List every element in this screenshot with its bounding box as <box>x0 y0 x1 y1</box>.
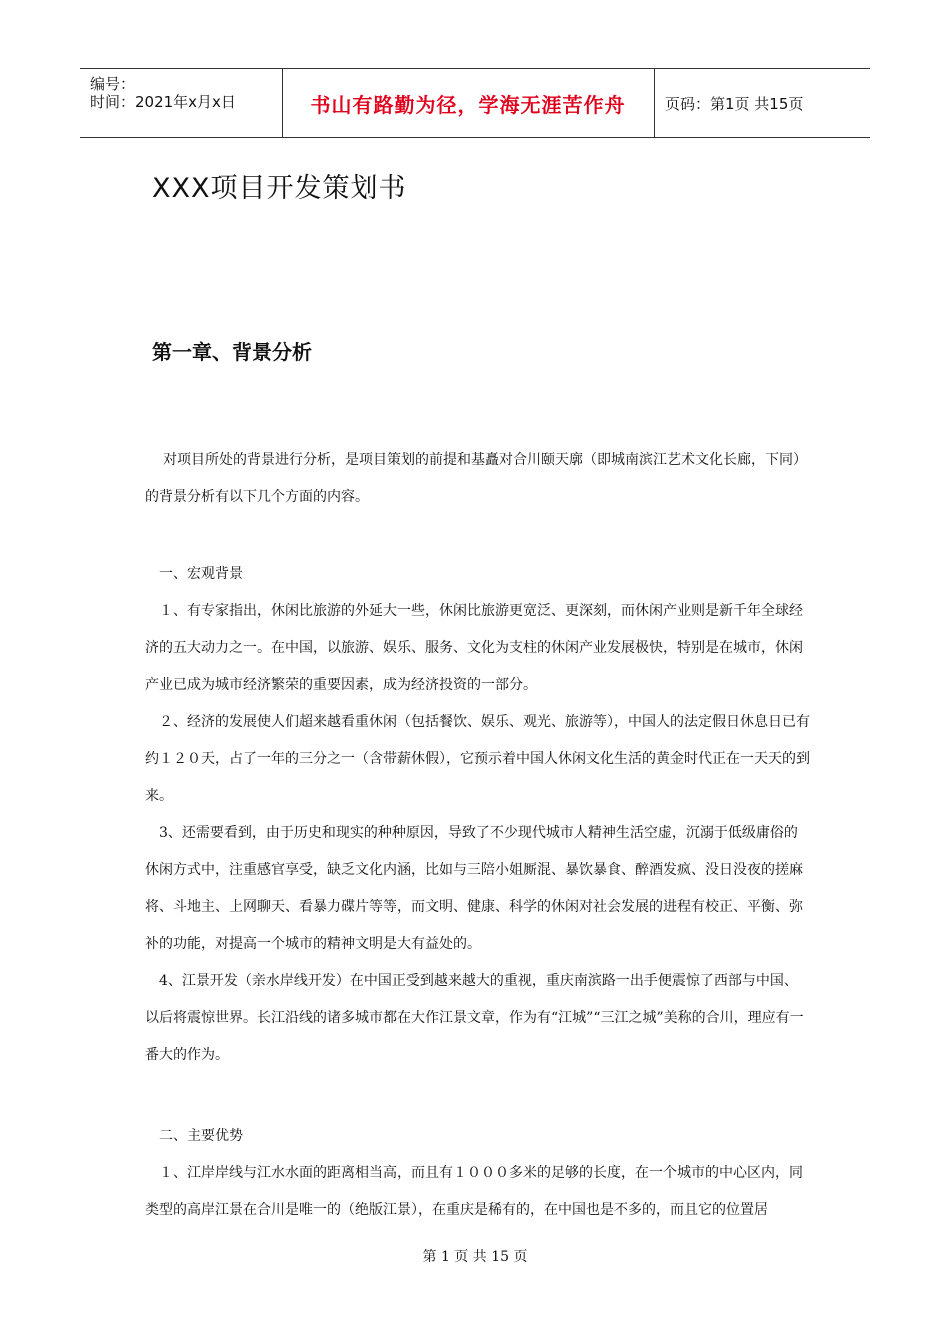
section-macro-background <box>145 556 810 1074</box>
header-table <box>80 68 870 138</box>
header-page-info: 页码：第1页 共15页 <box>665 94 804 113</box>
document-title: XXX项目开发策划书 <box>152 173 407 204</box>
section-heading: 二、主要优势 <box>159 1128 243 1144</box>
header-motto: 书山有路勤为径，学海无涯苦作舟 <box>310 92 626 117</box>
header-left-cell <box>80 69 283 137</box>
paragraph: ２、经济的发展使人们超来越看重休闲（包括餐饮、娱乐、观光、旅游等），中国人的法定假日休息日已有约１２０天，占了一年的三分之一（含带薪休假），它预示着中国人休闲文化生活的黄金时代正在一天天的到来。 <box>145 714 810 804</box>
paragraph: 4、江景开发（亲水岸线开发）在中国正受到越来越大的重视，重庆南滨路一出手便震惊了西部与中国、以后将震惊世界。长江沿线的诸多城市都在大作江景文章，作为有“江城”“三江之城”美称的合川，理应有一番大的作为。 <box>145 973 804 1063</box>
page-footer: 第 1 页 共 15 页 <box>422 1249 528 1265</box>
intro-text: 对项目所处的背景进行分析，是项目策划的前提和基矗对合川颐天廓（即城南滨江艺术文化长廊，下同）的背景分析有以下几个方面的内容。 <box>145 452 807 505</box>
document-number-label: 编号： <box>90 75 136 93</box>
paragraph: 3、还需要看到，由于历史和现实的种种原因，导致了不少现代城市人精神生活空虚，沉溺于低级庸俗的休闲方式中，注重感官享受，缺乏文化内涵，比如与三陪小姐厮混、暴饮暴食、醉酒发疯、没日没夜的搓麻将、斗地主、上网聊天、看暴力碟片等等，而文明、健康、科学的休闲对社会发展的进程有校正、平衡、弥补的功能，对提高一个城市的精神文明是大有益处的。 <box>145 825 803 952</box>
header-right-cell <box>655 69 870 137</box>
header-middle-cell <box>282 69 655 137</box>
paragraph: １、有专家指出，休闲比旅游的外延大一些，休闲比旅游更宽泛、更深刻，而休闲产业则是新千年全球经济的五大动力之一。在中国，以旅游、娱乐、服务、文化为支柱的休闲产业发展极快，特别是在城市，休闲产业已成为城市经济繁荣的重要因素，成为经济投资的一部分。 <box>145 603 803 693</box>
intro-paragraph <box>145 442 810 516</box>
chapter-heading: 第一章、背景分析 <box>152 340 312 364</box>
paragraph: １、江岸岸线与江水水面的距离相当高，而且有１０００多米的足够的长度，在一个城市的中心区内，同类型的高岸江景在合川是唯一的（绝版江景），在重庆是稀有的，在中国也是不多的，而且它的位置居 <box>145 1165 803 1218</box>
section-main-advantages <box>145 1118 810 1229</box>
document-time-label: 时间：2021年x月x日 <box>90 93 236 111</box>
section-heading: 一、宏观背景 <box>159 566 243 582</box>
